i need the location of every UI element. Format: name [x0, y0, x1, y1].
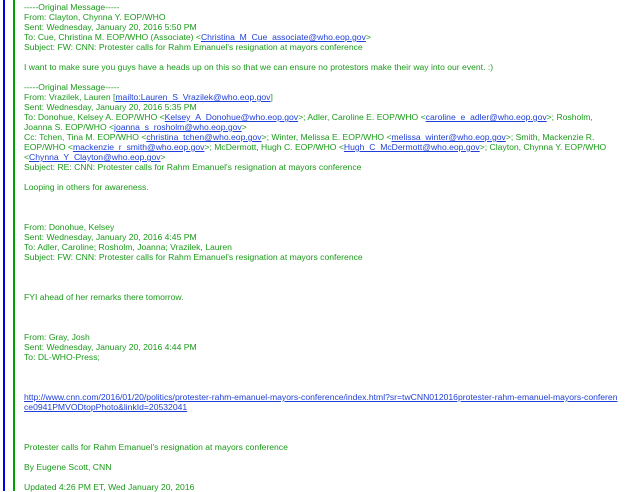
cc-text: >; Clayton, Chynna Y. EOP/WHO <: [24, 142, 607, 162]
message-body: FYI ahead of her remarks there tomorrow.: [24, 292, 184, 302]
from-prefix: From: Vrazilek, Lauren [: [24, 92, 116, 102]
quote-bar-inner: [13, 0, 15, 491]
email-link[interactable]: joanna_s_rosholm@who.eop.gov: [114, 122, 242, 132]
article-link[interactable]: http://www.cnn.com/2016/01/20/politics/protester-rahm-emanuel-mayors-conference/index.html?sr=twCNN012016protester-rahm-emanuel-mayors-conference0941PMVODtopPhoto&linkId=20532041: [24, 392, 618, 412]
to-prefix: To: Cue, Christina M. EOP/WHO (Associate) <: [24, 32, 201, 42]
message-header: -----Original Message-----: [24, 82, 120, 92]
cc-line: [24, 132, 619, 162]
sent-line: Sent: Wednesday, January 20, 2016 4:45 PM: [24, 232, 197, 242]
cc-text: >: [160, 152, 166, 162]
article-updated: Updated 4:26 PM ET, Wed January 20, 2016: [24, 482, 195, 492]
to-suffix: >: [365, 32, 371, 42]
to-text: >; Adler, Caroline E. EOP/WHO <: [298, 112, 426, 122]
message-header: -----Original Message-----: [24, 2, 120, 12]
mailto-link[interactable]: mailto:Lauren_S_Vrazilek@who.eop.gov: [115, 92, 271, 102]
email-link[interactable]: christina_tchen@who.eop.gov: [146, 132, 262, 142]
from-line: From: Donohue, Kelsey: [24, 222, 115, 232]
cc-text: >; Smith, Mackenzie R. EOP/WHO <: [24, 132, 595, 152]
from-line: From: Gray, Josh: [24, 332, 90, 342]
article-link-line: [24, 392, 619, 412]
to-text: >; Rosholm, Joanna S. EOP/WHO <: [24, 112, 593, 132]
to-line: To: Adler, Caroline; Rosholm, Joanna; Vrazilek, Lauren: [24, 242, 232, 252]
article-headline: Protester calls for Rahm Emanuel's resignation at mayors conference: [24, 442, 288, 452]
to-line: [24, 32, 619, 42]
subject-line: Subject: FW: CNN: Protester calls for Rahm Emanuel's resignation at mayors conference: [24, 252, 363, 262]
sent-line: Sent: Wednesday, January 20, 2016 5:50 PM: [24, 22, 197, 32]
email-link[interactable]: Kelsey_A_Donohue@who.eop.gov: [164, 112, 299, 122]
cc-text: Cc: Tchen, Tina M. EOP/WHO <: [24, 132, 147, 142]
sent-line: Sent: Wednesday, January 20, 2016 4:44 PM: [24, 342, 197, 352]
from-line: [24, 92, 619, 102]
email-link[interactable]: mackenzie_r_smith@who.eop.gov: [72, 142, 205, 152]
to-text: >: [241, 122, 247, 132]
from-line: From: Clayton, Chynna Y. EOP/WHO: [24, 12, 166, 22]
from-suffix: ]: [270, 92, 273, 102]
to-line: [24, 112, 619, 132]
email-link[interactable]: caroline_e_adler@who.eop.gov: [425, 112, 547, 122]
to-line: To: DL-WHO-Press;: [24, 352, 100, 362]
email-link[interactable]: Chynna_Y_Clayton@who.eop.gov: [29, 152, 161, 162]
email-thread: [24, 2, 619, 492]
subject-line: Subject: RE: CNN: Protester calls for Rahm Emanuel's resignation at mayors conference: [24, 162, 362, 172]
email-link[interactable]: melissa_winter@who.eop.gov: [391, 132, 506, 142]
email-link[interactable]: Hugh_C_McDermott@who.eop.gov: [343, 142, 480, 152]
email-link[interactable]: Christina_M_Cue_associate@who.eop.gov: [200, 32, 366, 42]
message-body: Looping in others for awareness.: [24, 182, 149, 192]
to-text: To: Donohue, Kelsey A. EOP/WHO <: [24, 112, 165, 122]
cc-text: >; McDermott, Hugh C. EOP/WHO <: [204, 142, 344, 152]
message-body: I want to make sure you guys have a heads up on this so that we can ensure no protestors make their way into our event. :): [24, 62, 494, 72]
sent-line: Sent: Wednesday, January 20, 2016 5:35 PM: [24, 102, 197, 112]
subject-line: Subject: FW: CNN: Protester calls for Rahm Emanuel's resignation at mayors conference: [24, 42, 363, 52]
cc-text: >; Winter, Melissa E. EOP/WHO <: [261, 132, 392, 142]
quote-bar-outer: [3, 0, 5, 491]
article-byline: By Eugene Scott, CNN: [24, 462, 112, 472]
